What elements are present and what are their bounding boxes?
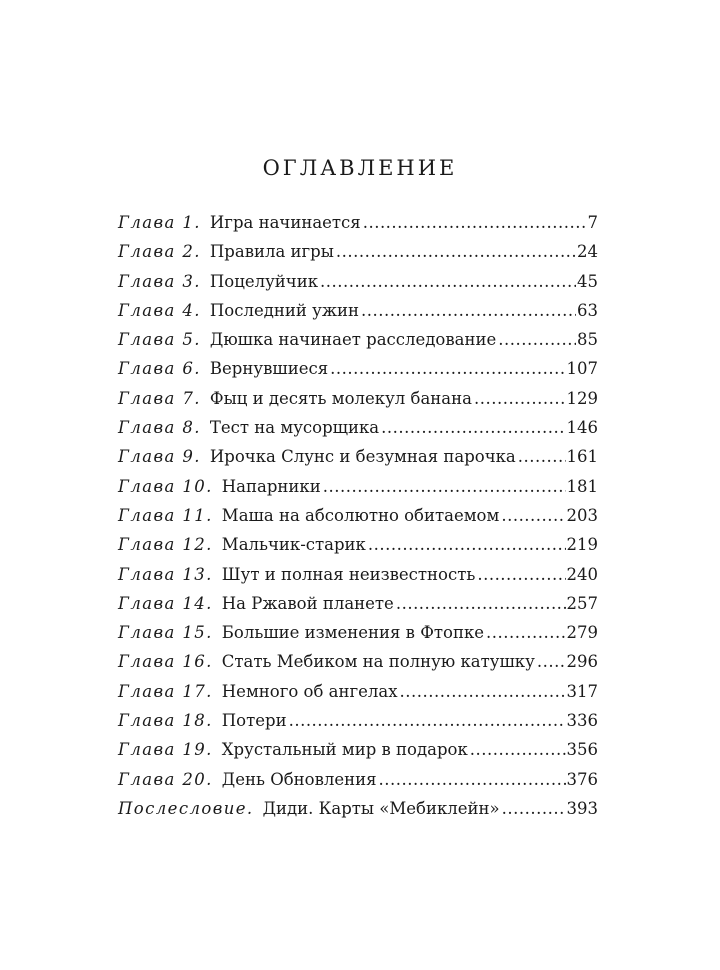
toc-entry-page: 129	[566, 388, 598, 408]
toc-entry-page: 279	[566, 623, 598, 643]
toc-entry-leader	[361, 300, 576, 322]
toc-entry-page: 146	[566, 418, 598, 438]
toc-entry-title: Игра начинается	[209, 213, 361, 232]
toc-entry	[118, 476, 598, 505]
toc-entry-page: 107	[566, 359, 598, 379]
toc-entry-label: Глава 5.	[118, 330, 201, 350]
toc-entry	[118, 417, 598, 446]
toc-entry-title: Фыц и десять молекул банана	[209, 388, 472, 408]
toc-entry	[118, 300, 598, 329]
toc-entry-page: 393	[566, 798, 598, 818]
toc-entry	[118, 681, 598, 710]
toc-entry-title: Мальчик-старик	[221, 535, 366, 555]
toc-entry	[118, 651, 598, 680]
toc-entry-label: Глава 10.	[118, 476, 213, 496]
toc-title: ОГЛАВЛЕНИЕ	[262, 156, 458, 180]
toc-entry-label: Глава 20.	[118, 769, 213, 789]
toc-entry-page: 24	[577, 242, 598, 262]
toc-entry-label: Глава 8.	[118, 418, 201, 438]
toc-entry	[118, 564, 598, 593]
toc-entry-label: Глава 18.	[118, 711, 213, 731]
toc-entry	[118, 358, 598, 387]
toc-entry	[118, 593, 598, 622]
toc-entry-title: Хрустальный мир в подарок	[221, 740, 468, 760]
toc-entry-title: Ирочка Слунс и безумная парочка	[209, 447, 516, 467]
toc-entry-label: Глава 4.	[118, 300, 201, 320]
toc-entry-label: Глава 2.	[118, 242, 201, 262]
toc-entry-page: 296	[566, 652, 598, 672]
toc-entry-label: Глава 7.	[118, 388, 201, 408]
toc-entry-page: 7	[587, 213, 598, 232]
toc-entry-leader	[537, 651, 566, 673]
toc-entry-page: 203	[566, 505, 598, 525]
toc-entry-leader	[396, 593, 566, 615]
toc-entry-label: Глава 16.	[118, 652, 213, 672]
toc-entry-page: 45	[577, 271, 598, 291]
toc-entry-leader	[320, 271, 576, 293]
toc-entry-label: Послесловие.	[118, 798, 254, 818]
toc-entry	[118, 769, 598, 798]
toc-entry-leader	[368, 534, 566, 556]
toc-list	[118, 212, 598, 827]
toc-entry-leader	[379, 769, 566, 791]
toc-entry-label: Глава 6.	[118, 359, 201, 379]
toc-entry-title: Большие изменения в Фтопке	[221, 623, 485, 643]
toc-entry-title: Маша на абсолютно обитаемом	[221, 505, 500, 525]
toc-entry	[118, 622, 598, 651]
toc-entry	[118, 446, 598, 475]
toc-entry-page: 356	[566, 740, 598, 760]
toc-entry	[118, 271, 598, 300]
toc-entry-leader	[486, 622, 565, 644]
toc-entry-page: 336	[566, 711, 598, 731]
toc-entry-page: 181	[566, 476, 598, 496]
toc-entry	[118, 739, 598, 768]
toc-entry-leader	[363, 212, 587, 234]
toc-entry-title: Правила игры	[209, 242, 334, 262]
toc-entry-page: 376	[566, 769, 598, 789]
toc-entry	[118, 534, 598, 563]
toc-entry-title: Диди. Карты «Мебиклейн»	[262, 798, 500, 818]
toc-entry-page: 161	[566, 447, 598, 467]
toc-entry	[118, 798, 598, 827]
toc-entry-page: 85	[577, 330, 598, 350]
toc-entry-leader	[498, 329, 576, 351]
toc-entry	[118, 329, 598, 358]
toc-entry-label: Глава 17.	[118, 681, 213, 701]
toc-entry-title: Потери	[221, 711, 287, 731]
toc-entry-title: Тест на мусорщика	[209, 418, 380, 438]
toc-entry-page: 219	[566, 535, 598, 555]
toc-entry-label: Глава 11.	[118, 505, 213, 525]
toc-entry-title: На Ржавой планете	[221, 593, 394, 613]
toc-entry-title: Напарники	[221, 476, 321, 496]
toc-entry-title: Дюшка начинает расследование	[209, 330, 497, 350]
toc-entry	[118, 710, 598, 739]
toc-entry-label: Глава 9.	[118, 447, 201, 467]
toc-entry-label: Глава 19.	[118, 740, 213, 760]
toc-entry-page: 317	[566, 681, 598, 701]
toc-entry-title: День Обновления	[221, 769, 377, 789]
toc-entry-label: Глава 3.	[118, 271, 201, 291]
toc-entry-label: Глава 15.	[118, 623, 213, 643]
toc-entry-title: Вернувшиеся	[209, 359, 329, 379]
toc-entry-label: Глава 13.	[118, 564, 213, 584]
toc-entry-leader	[470, 739, 566, 761]
toc-entry-title: Стать Мебиком на полную катушку	[221, 652, 535, 672]
toc-entry-page: 240	[566, 564, 598, 584]
toc-entry-page: 257	[566, 593, 598, 613]
toc-entry-leader	[518, 446, 566, 468]
toc-entry-leader	[323, 476, 566, 498]
toc-entry-leader	[400, 681, 566, 703]
toc-entry	[118, 212, 598, 241]
toc-entry-leader	[474, 388, 566, 410]
toc-entry-leader	[289, 710, 566, 732]
toc-entry-label: Глава 1.	[118, 213, 201, 232]
toc-entry-label: Глава 12.	[118, 535, 213, 555]
toc-entry-leader	[501, 505, 565, 527]
toc-entry-title: Шут и полная неизвестность	[221, 564, 476, 584]
toc-entry	[118, 505, 598, 534]
toc-entry-title: Поцелуйчик	[209, 271, 319, 291]
toc-entry	[118, 388, 598, 417]
toc-entry-title: Последний ужин	[209, 300, 359, 320]
toc-entry-leader	[502, 798, 566, 820]
toc-entry-page: 63	[577, 300, 598, 320]
toc-entry	[118, 241, 598, 270]
toc-entry-leader	[381, 417, 565, 439]
toc-entry-label: Глава 14.	[118, 593, 213, 613]
toc-entry-title: Немного об ангелах	[221, 681, 398, 701]
toc-entry-leader	[336, 241, 576, 263]
toc-entry-leader	[477, 564, 565, 586]
toc-entry-leader	[330, 358, 565, 380]
